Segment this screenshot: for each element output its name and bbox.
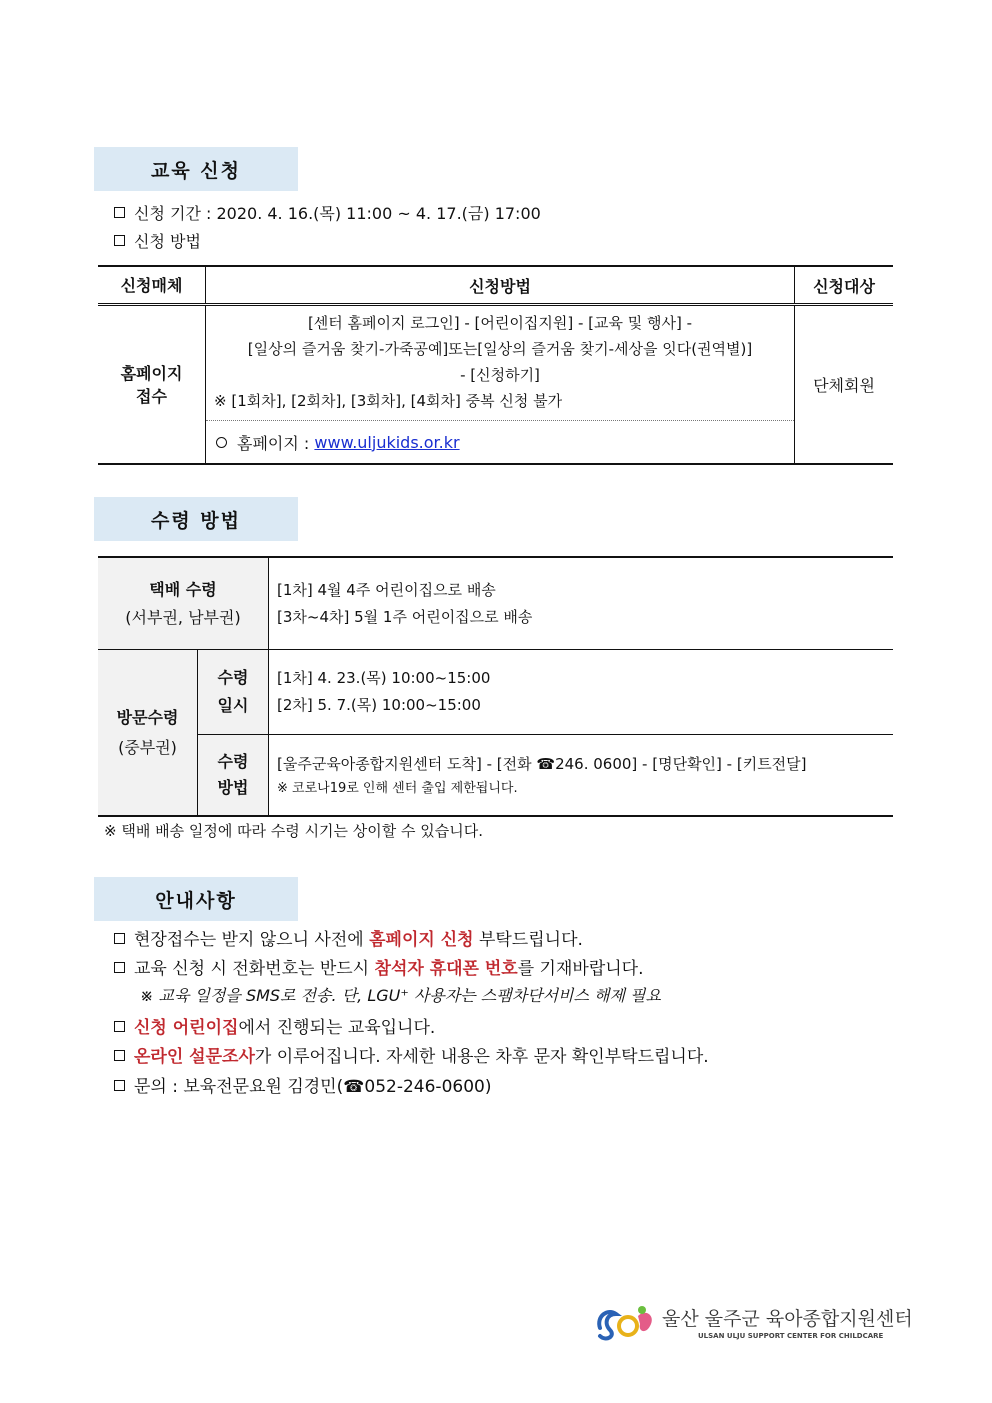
center-logo xyxy=(594,1298,913,1350)
visit-date-label: 수령 일시 xyxy=(198,650,269,735)
visit-method-label: 수령 방법 xyxy=(198,735,269,817)
checkbox-bullet-icon xyxy=(114,207,125,218)
header-method: 신청방법 xyxy=(206,266,795,305)
delivery-schedule: [1차] 4월 4주 어린이집으로 배송 [3차~4차] 5월 1주 어린이집으로 배송 xyxy=(269,557,894,650)
delivery-note: ※ 택배 배송 일정에 따라 수령 시기는 상이할 수 있습니다. xyxy=(104,822,484,840)
application-period: 신청 기간 : 2020. 4. 16.(목) 11:00 ~ 4. 17.(금) 17:00 xyxy=(114,201,541,224)
application-method-label: 신청 방법 xyxy=(114,229,201,252)
logo-name-ko: 울산 울주군 육아종합지원센터 xyxy=(662,1308,913,1330)
method-line: [일상의 즐거움 찾기-가죽공예]또는[일상의 즐거움 찾기-세상을 잇다(권역별)] xyxy=(247,340,753,358)
notice-item: 현장접수는 받지 않으니 사전에 홈페이지 신청 부탁드립니다. xyxy=(114,925,583,950)
circle-bullet-icon xyxy=(216,437,227,448)
visit-method: [울주군육아종합지원센터 도착] - [전화 ☎246. 0600] - [명단확인] - [키트전달] ※ 코로나19로 인해 센터 출입 제한됩니다. xyxy=(269,735,894,817)
media-cell: 홈페이지 접수 xyxy=(98,305,206,465)
checkbox-bullet-icon xyxy=(114,933,125,944)
sms-note: ※ 교육 일정을 SMS로 전송. 단, LGU⁺ 사용자는 스팸차단서비스 해제 필요 xyxy=(140,986,661,1005)
logo-mark-icon xyxy=(594,1298,913,1346)
receipt-table xyxy=(98,556,893,817)
logo-name-en: ULSAN ULJU SUPPORT CENTER FOR CHILDCARE xyxy=(698,1332,884,1340)
notice-item: 신청 어린이집에서 진행되는 교육입니다. xyxy=(114,1013,435,1038)
notice-item: 온라인 설문조사가 이루어집니다. 자세한 내용은 차후 문자 확인부탁드립니다. xyxy=(114,1042,709,1067)
homepage-row: 홈페이지 : www.uljukids.or.kr xyxy=(206,420,794,463)
visit-header: 방문수령 (중부권) xyxy=(98,650,198,817)
notice-item-contact: 문의 : 보육전문요원 김경민(☎052-246-0600) xyxy=(114,1072,491,1097)
checkbox-bullet-icon xyxy=(114,235,125,246)
visit-dates: [1차] 4. 23.(목) 10:00~15:00 [2차] 5. 7.(목) 10:00~15:00 xyxy=(269,650,894,735)
section-title-application: 교육 신청 xyxy=(94,147,298,191)
method-cell xyxy=(206,305,795,465)
application-table xyxy=(98,265,893,465)
delivery-header: 택배 수령 (서부권, 남부권) xyxy=(98,557,269,650)
duplicate-note: ※ [1회차], [2회차], [3회차], [4회차] 중복 신청 불가 xyxy=(214,392,563,410)
section-title-receipt: 수령 방법 xyxy=(94,497,298,541)
header-target: 신청대상 xyxy=(795,266,894,305)
section-title-notice: 안내사항 xyxy=(94,877,298,921)
header-media: 신청매체 xyxy=(98,266,206,305)
phone-icon: ☎ xyxy=(343,1077,365,1097)
notice-item: 교육 신청 시 전화번호는 반드시 참석자 휴대폰 번호를 기재바랍니다. xyxy=(114,954,644,979)
method-line: - [신청하기] xyxy=(460,366,540,384)
homepage-link[interactable]: www.uljukids.or.kr xyxy=(314,432,460,452)
checkbox-bullet-icon xyxy=(114,1021,125,1032)
covid-note: ※ 코로나19로 인해 센터 출입 제한됩니다. xyxy=(277,780,518,796)
phone-icon: ☎ xyxy=(536,754,556,773)
method-line: [센터 홈페이지 로그인] - [어린이집지원] - [교육 및 행사] - xyxy=(307,314,693,332)
checkbox-bullet-icon xyxy=(114,962,125,973)
target-cell: 단체회원 xyxy=(795,305,894,465)
checkbox-bullet-icon xyxy=(114,1080,125,1091)
checkbox-bullet-icon xyxy=(114,1050,125,1061)
